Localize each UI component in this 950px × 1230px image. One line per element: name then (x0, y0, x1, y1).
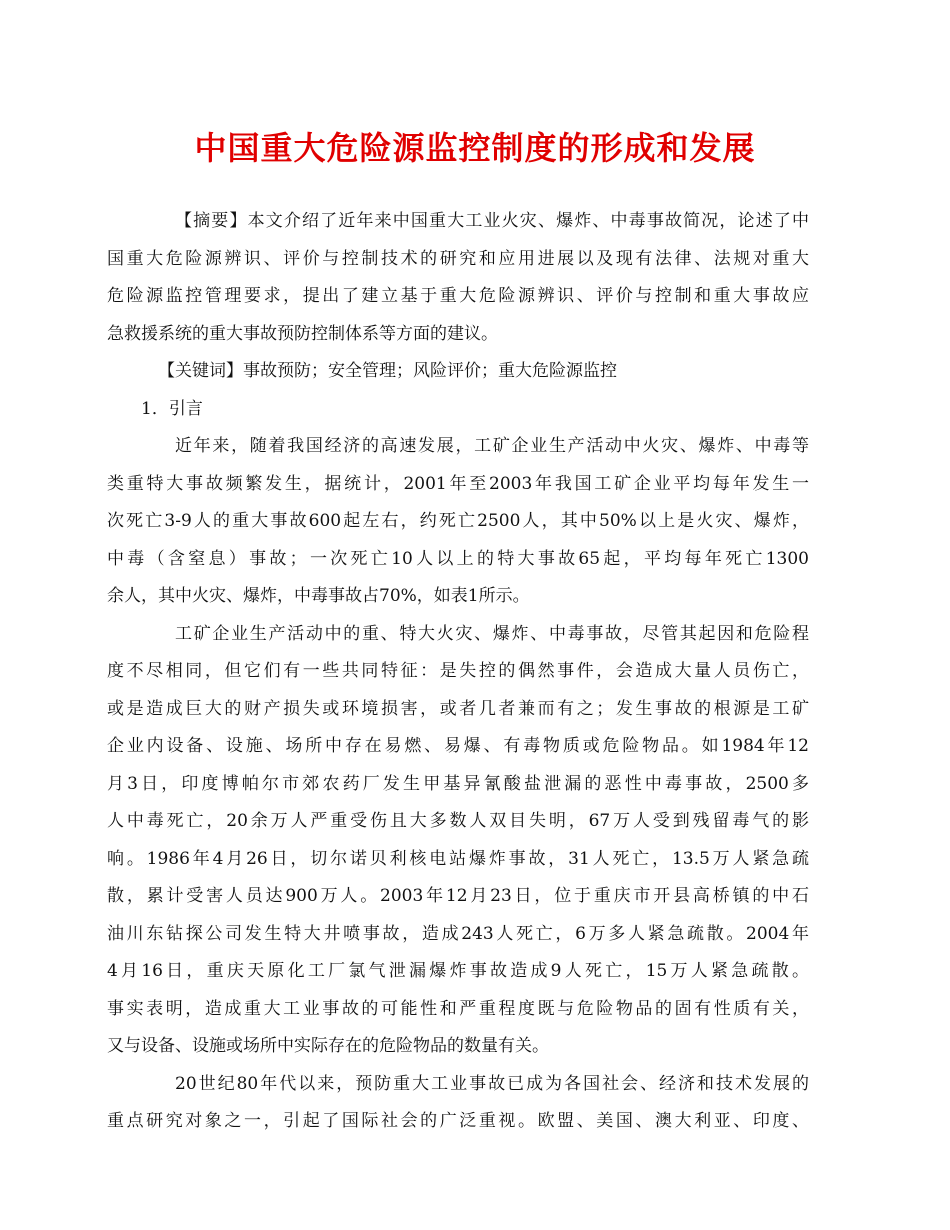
paragraph-line: 20世纪80年代以来，预防重大工业事故已成为各国社会、经济和技术发展的 (175, 1073, 809, 1094)
body-paragraph-1 (107, 428, 809, 616)
paragraph-line: 度不尽相同，但它们有一些共同特征：是失控的偶然事件，会造成大量人员伤亡， (107, 661, 809, 681)
paragraph-line: 工矿企业生产活动中的重、特大火灾、爆炸、中毒事故，尽管其起因和危险程 (175, 623, 809, 644)
abstract-line: 【摘要】本文介绍了近年来中国重大工业火灾、爆炸、中毒事故简况，论述了中 (175, 211, 809, 231)
abstract-paragraph (107, 203, 809, 353)
paragraph-line: 人中毒死亡，20余万人严重受伤且大多数人双目失明，67万人受到残留毒气的影 (107, 811, 809, 831)
paragraph-line: 又与设备、设施或场所中实际存在的危险物品的数量有关。 (107, 1036, 549, 1056)
paragraph-line: 企业内设备、设施、场所中存在易燃、易爆、有毒物质或危险物品。如1984年12 (107, 736, 809, 756)
paragraph-line: 次死亡3-9人的重大事故600起左右，约死亡2500人，其中50%以上是火灾、爆炸， (107, 511, 809, 531)
paragraph-line: 散，累计受害人员达900万人。2003年12月23日，位于重庆市开县高桥镇的中石 (107, 886, 809, 906)
paragraph-line: 或是造成巨大的财产损失或环境损害，或者几者兼而有之；发生事故的根源是工矿 (107, 698, 809, 719)
document-body (107, 203, 809, 1141)
abstract-line: 国重大危险源辨识、评价与控制技术的研究和应用进展以及现有法律、法规对重大 (107, 248, 809, 269)
body-paragraph-3 (107, 1066, 809, 1141)
paragraph-line: 重点研究对象之一，引起了国际社会的广泛重视。欧盟、美国、澳大利亚、印度、 (107, 1111, 809, 1131)
keywords-line (141, 353, 809, 391)
document-title: 中国重大危险源监控制度的形成和发展 (194, 129, 756, 167)
paragraph-line: 4月16日，重庆天原化工厂氯气泄漏爆炸事故造成9人死亡，15万人紧急疏散。 (107, 961, 809, 981)
body-paragraph-2 (107, 616, 809, 1066)
paragraph-line: 油川东钻探公司发生特大井喷事故，造成243人死亡，6万多人紧急疏散。2004年 (107, 923, 809, 944)
abstract-line: 危险源监控管理要求，提出了建立基于重大危险源辨识、评价与控制和重大事故应 (107, 286, 809, 306)
paragraph-line: 月3日，印度博帕尔市郊农药厂发生甲基异氰酸盐泄漏的恶性中毒事故，2500多 (107, 773, 809, 794)
paragraph-line: 中毒（含窒息）事故；一次死亡10人以上的特大事故65起，平均每年死亡1300 (107, 548, 809, 569)
paragraph-line: 响。1986年4月26日，切尔诺贝利核电站爆炸事故，31人死亡，13.5万人紧急疏 (107, 848, 809, 869)
abstract-line: 急救援系统的重大事故预防控制体系等方面的建议。 (107, 323, 498, 344)
paragraph-line: 近年来，随着我国经济的高速发展，工矿企业生产活动中火灾、爆炸、中毒等 (175, 436, 809, 456)
paragraph-line: 事实表明，造成重大工业事故的可能性和严重程度既与危险物品的固有性质有关， (107, 998, 809, 1019)
section-heading-text: 1．引言 (141, 398, 203, 419)
section-heading (141, 391, 809, 429)
paragraph-line: 类重特大事故频繁发生，据统计，2001年至2003年我国工矿企业平均每年发生一 (107, 473, 809, 494)
keywords-text: 【关键词】事故预防；安全管理；风险评价；重大危险源监控 (158, 361, 617, 381)
paragraph-line: 余人，其中火灾、爆炸，中毒事故占70%，如表1所示。 (107, 586, 530, 606)
